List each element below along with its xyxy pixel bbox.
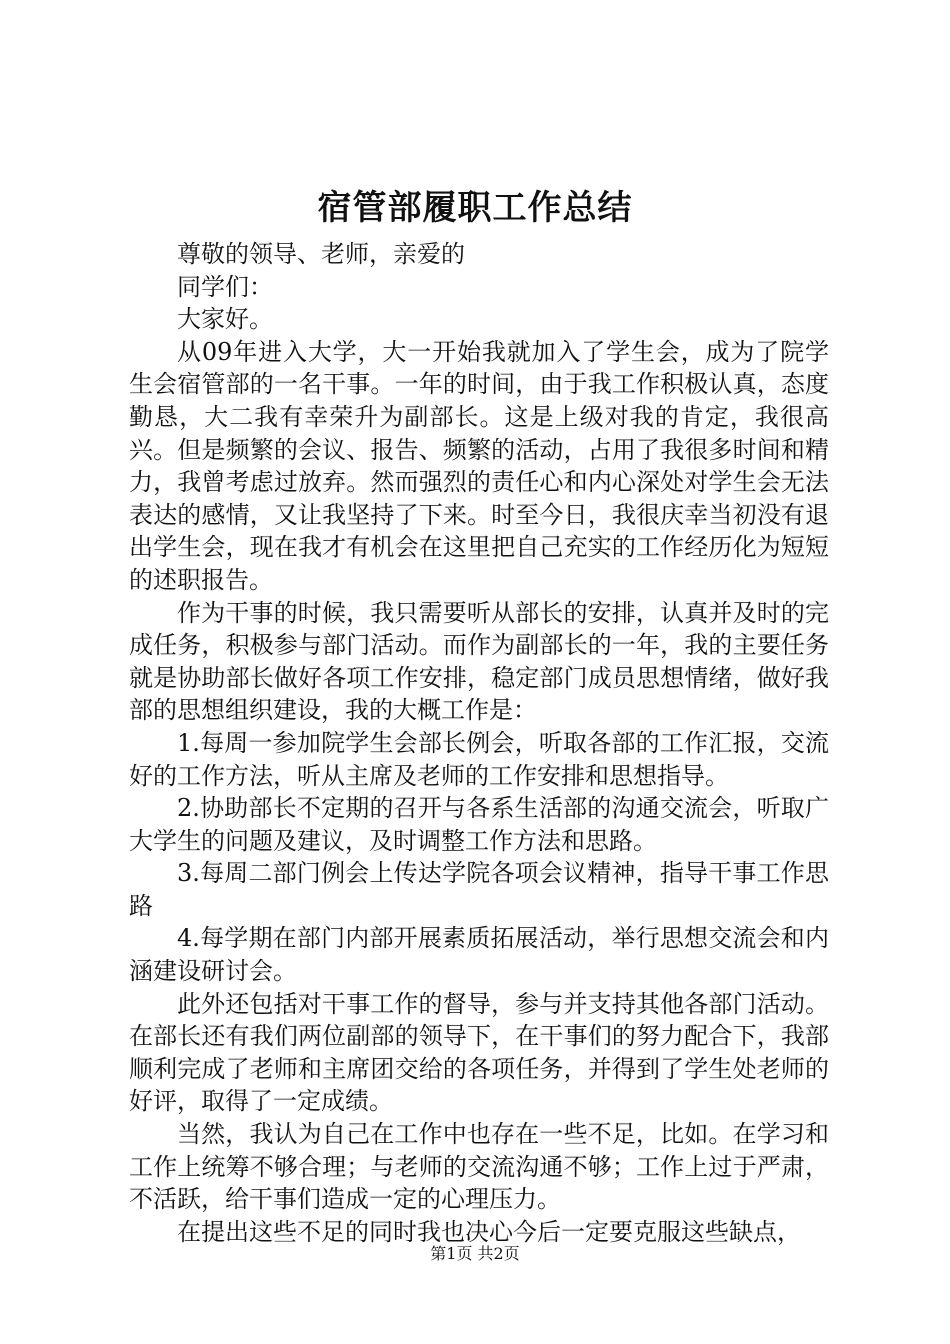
body-paragraph: 当然，我认为自己在工作中也存在一些不足，比如。在学习和工作上统筹不够合理；与老师的交流沟通不够；工作上过于严肃，不活跃，给干事们造成一定的心理压力。 bbox=[129, 1120, 829, 1214]
salutation-line: 尊敬的领导、老师，亲爱的 bbox=[177, 240, 465, 268]
body-paragraph: 在提出这些不足的同时我也决心今后一定要克服这些缺点， bbox=[177, 1217, 801, 1246]
document-title: 宿管部履职工作总结 bbox=[317, 188, 633, 228]
body-paragraph: 作为干事的时候，我只需要听从部长的安排，认真并及时的完成任务，积极参与部门活动。而作为副部长的一年，我的主要任务就是协助部长做好各项工作安排，稳定部门成员思想情绪，做好我部的思想组织建设，我的大概工作是： bbox=[129, 598, 829, 725]
list-item: 4.每学期在部门内部开展素质拓展活动，举行思想交流会和内涵建设研讨会。 bbox=[129, 924, 829, 986]
document-body bbox=[129, 238, 829, 1248]
list-item: 2.协助部长不定期的召开与各系生活部的沟通交流会，听取广大学生的问题及建议，及时调整工作方法和思路。 bbox=[129, 794, 829, 855]
body-paragraph: 从09年进入大学，大一开始我就加入了学生会，成为了院学生会宿管部的一名干事。一年的时间，由于我工作积极认真，态度勤恳，大二我有幸荣升为副部长。这是上级对我的肯定，我很高兴。但是频繁的会议、报告、频繁的活动，占用了我很多时间和精力，我曾考虑过放弃。然而强烈的责任心和内心深处对学生会无法表达的感情，又让我坚持了下来。时至今日，我很庆幸当初没有退出学生会，现在我才有机会在这里把自己充实的工作经历化为短短的述职报告。 bbox=[129, 337, 829, 594]
salutation-line: 同学们： bbox=[177, 272, 273, 301]
page-footer: 第1页 共2页 bbox=[430, 1244, 520, 1263]
body-paragraph: 此外还包括对干事工作的督导，参与并支持其他各部门活动。在部长还有我们两位副部的领导下，在干事们的努力配合下，我部顺利完成了老师和主席团交给的各项任务，并得到了学生处老师的好评，取得了一定成绩。 bbox=[129, 989, 829, 1116]
greeting-paragraph: 大家好。 bbox=[177, 305, 273, 334]
list-item: 1.每周一参加院学生会部长例会，听取各部的工作汇报，交流好的工作方法，听从主席及老师的工作安排和思想指导。 bbox=[129, 728, 829, 790]
list-item: 3.每周二部门例会上传达学院各项会议精神，指导干事工作思路 bbox=[129, 859, 829, 920]
